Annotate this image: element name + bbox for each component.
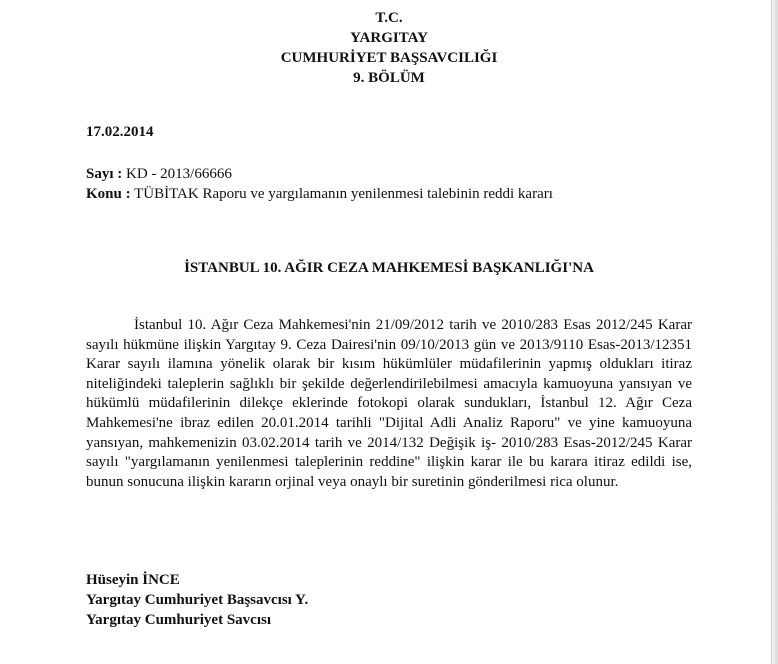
konu-line [86, 184, 553, 204]
header-line-bassavcilik: CUMHURİYET BAŞSAVCILIĞI [280, 50, 498, 66]
body-paragraph: İstanbul 10. Ağır Ceza Mahkemesi'nin 21/09/2012 tarih ve 2010/283 Esas 2012/245 Karar sayılı hükmüne ilişkin Yargıtay 9. Ceza Dairesi'nin 09/10/2013 gün ve 2013/9110 Esas-2013/12351 Karar sayılı ilamına yönelik olarak bir kısım hükümlüler müdafilerinin yapmış oldukları itiraz niteliğindeki taleplerin sağlıklı bir şekilde değerlendirilebilmesi amacıyla kamuoyuna yansıyan ve hükümlü müdafilerinin dilekçe eklerinde fotokopi olarak sundukları, İstanbul 12. Ağır Ceza Mahkemesi'ne ibraz edilen 20.01.2014 tarihli "Dijital Adli Analiz Raporu" ve yine kamuoyuna yansıyan, mahkemenizin 03.02.2014 tarih ve 2014/132 Değişik iş- 2010/283 Esas-2012/245 Karar sayılı "yargılamanın yenilenmesi taleplerinin reddine" ilişkin karar ile bu karara itiraz edildi ise, bunun sonucuna ilişkin kararın orjinal veya onaylı bir suretinin gönderilmesi rica olunur. [86, 317, 692, 490]
signature-block [86, 570, 308, 630]
header-line-tc: T.C. [375, 10, 403, 26]
konu-label: Konu : [86, 186, 131, 202]
document-date: 17.02.2014 [86, 124, 154, 140]
header-line-bolum: 9. BÖLÜM [353, 70, 425, 86]
signer-title-2: Yargıtay Cumhuriyet Savcısı [86, 612, 271, 628]
signer-name: Hüseyin İNCE [86, 572, 180, 588]
konu-value: TÜBİTAK Raporu ve yargılamanın yenilenmesi talebinin reddi kararı [130, 186, 553, 202]
document-header [0, 8, 778, 88]
document-meta [86, 164, 553, 204]
sayi-label: Sayı : [86, 166, 123, 182]
signer-title-1: Yargıtay Cumhuriyet Başsavcısı Y. [86, 592, 309, 608]
page-edge-shadow [771, 0, 778, 664]
sayi-line [86, 164, 553, 184]
header-line-yargitay: YARGITAY [350, 30, 428, 46]
addressee: İSTANBUL 10. AĞIR CEZA MAHKEMESİ BAŞKANLIĞI'NA [184, 260, 594, 276]
sayi-value: KD - 2013/66666 [122, 166, 232, 182]
